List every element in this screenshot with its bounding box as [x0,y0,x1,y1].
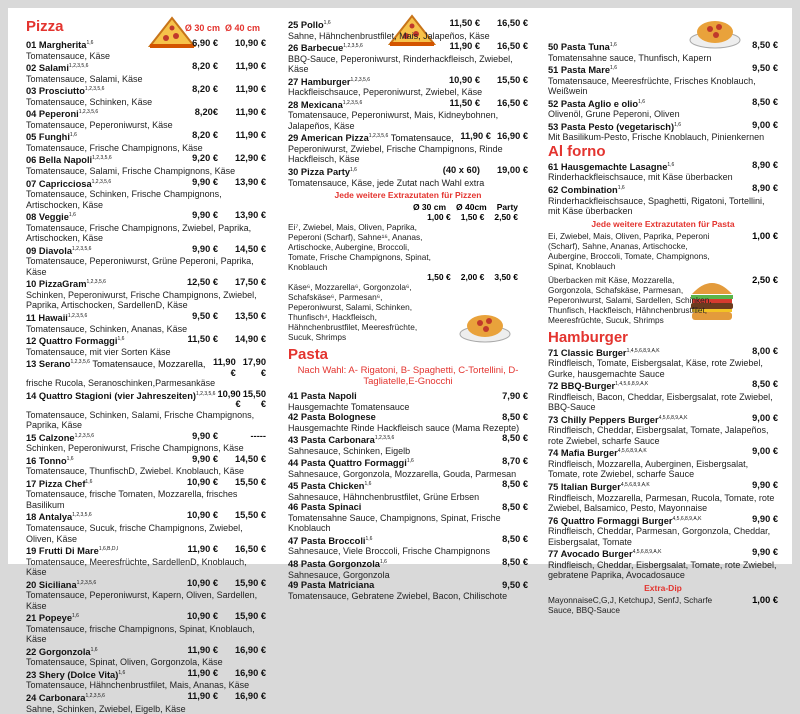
menu-item: 12 Quattro Formaggi$^{1,6}$ 11,50 € 14,90 € Tomatensauce, mit vier Sorten Käse [26,334,266,357]
menu-item: 09 Diavola$^{1,2,3,5,6}$ 9,90 € 14,50 € Tomatensauce, Peperoniwurst, Grüne Peperoni, Paprika, Käse [26,243,266,277]
menu-item: 49 Pasta Matriciana 9,50 € Tomatensauce, Gebratene Zwiebel, Bacon, Chilischote [288,580,528,601]
alforno-title: Al forno [548,142,606,160]
menu-page [8,8,792,714]
menu-item: 53 Pasta Pesto (vegetarisch)$^{1,6}$ 9,00 € Mit Basilikum-Pesto, Frische Knoblauch, Pinienkernen [548,119,778,143]
menu-item: 30 Pizza Party$^{1,6}$ (40 x 60) 19,00 € Tomatensauce, Käse, jede Zutat nach Wahl extra [288,164,528,188]
menu-item: 13 Serano$^{1,2,3,5,6}$ Tomatensauce, Mozzarella, 11,90 € 17,90 € frische Rucola, Seranoschinken,Parmesankäse [26,357,266,389]
pizza-extras-text1: Ei⁷, Zwiebel, Mais, Oliven, Paprika, Peperoni (Scharf), Sahne¹⁶, Ananas, Artischocke, Aubergine, Broccoli, Tomate, Frische Champignons, Spinat, Knoblauch [288,222,431,273]
menu-item: 51 Pasta Mare$^{1,6}$ 9,50 € Tomatensauce, Meeresfrüchte, Frisches Knoblauch, Weißwein [548,63,778,97]
menu-item: 14 Quattro Stagioni (vier Jahreszeiten)$^{1,2,3,5,6}$ 10,90 € 15,50 € Tomatensauce, Schinken, Salami, Frische Champignons, Paprika, Käse [26,388,266,431]
pizza-column [26,18,266,714]
menu-item: 22 Gorgonzola$^{1,6}$ 11,90 € 16,90 € Tomatensauce, Spinat, Oliven, Gorgonzola, Käse [26,644,266,668]
hamburger-title: Hamburger [548,328,629,346]
menu-item: 23 Shery (Dolce Vita)$^{1,6}$ 11,90 € 16,90 € Tomatensauce, Hähnchenbrustfilet, Mais, Ananas, Käse [26,667,266,691]
menu-item: 48 Pasta Gorgonzola$^{1,6}$ 8,50 € Sahnesauce, Gorgonzola [288,556,528,580]
menu-item: 77 Avocado Burger$^{4,5,6,8,9,A,K}$ 9,90 € Rindfleisch, Cheddar, Eisbergsalat, Tomate, rote Zwiebel, gebratene Paprika, Avocadosauce [548,547,778,581]
pizza-extras-prices1: 1,00 € 1,50 € 2,50 € [427,212,518,223]
menu-item: 41 Pasta Napoli 7,90 € Hausgemachte Tomatensauce [288,391,528,412]
menu-item: 05 Funghi$^{1,6}$ 8,20 € 11,90 € Tomatensauce, Frische Champignons, Käse [26,130,266,153]
menu-item: 01 Margherita$^{1,6}$ 6,90 € 10,90 € Tomatensauce, Käse [26,38,266,61]
pasta-extras-row2: Überbacken mit Käse, Mozzarella, Gorgonzola, Schafskäse, Parmesan, Peperoniwurst, Salami, Sardellen, Schinken, Thunfisch, Hackfleisch, Hähnchenbrustfilet, Meeresfrüchte, Sucuk, Shrimps 2,50 € [548,274,778,325]
menu-item: 16 Tonno$^{1,6}$ 9,90 € 14,50 € Tomatensauce, ThunfischD, Zwiebel. Knoblauch, Käse [26,453,266,477]
pizza2-pasta-column [288,18,528,601]
menu-item: 75 Italian Burger$^{4,5,6,8,9,A,K}$ 9,90 € Rindfleisch, Mozzarella, Parmesan, Rucola, Tomate, rote Zwiebel, Balsamico, Pesto, Mayonnaise [548,479,778,514]
menu-item: 27 Hamburger$^{1,2,3,5,6}$ 10,90 € 15,50 € Hackfleischsauce, Peperoniwurst, Zwiebel, Käse [288,74,528,98]
pasta-title: Pasta [288,346,329,364]
menu-item: 62 Combination$^{1,6}$ 8,90 € Rinderhackfleischsauce, Spaghetti, Rigatoni, Tortellini, mit Käse überbacken [548,182,778,217]
menu-item: 73 Chilly Peppers Burger$^{4,5,6,8,9,A,K}$ 9,00 € Rindfleisch, Cheddar, Eisbergsalat, Tomate, Jalapeños, rote Zwiebel, scharfe Sauce [548,412,778,446]
pasta-extras-row1: Ei, Zwiebel, Mais, Oliven, Paprika, Peperoni (Scharf), Sahne, Ananas, Artischocke, Aubergine, Broccoli, Tomate, Champignons, Spinat, Knoblauch 1,00 € [548,230,778,271]
pasta2-list [548,40,778,143]
alforno-list [548,160,778,217]
menu-item: 44 Pasta Quattro Formaggi$^{1,6}$ 8,70 € Sahnesauce, Gorgonzola, Mozzarella, Gouda, Parmesan [288,456,528,479]
menu-item: 76 Quattro Formaggi Burger$^{4,5,6,8,9,A,K}$ 9,90 € Rindfleisch, Cheddar, Parmesan, Gorgonzola, Cheddar, Eisbergsalat, Tomate [548,513,778,547]
pizza2-list [288,18,528,188]
pizza-extras-prices2: 1,50 € 2,00 € 3,50 € [427,272,518,283]
menu-item: 08 Veggie$^{1,6}$ 9,90 € 13,90 € Tomatensauce, Frische Champignons, Zwiebel, Paprika, Artischocken, Käse [26,210,266,244]
burger-list [548,346,778,581]
menu-item: 24 Carbonara$^{1,2,3,5,6}$ 11,90 € 16,90 € Sahne, Schinken, Zwiebel, Eigelb, Käse [26,690,266,714]
menu-item: 50 Pasta Tuna$^{1,6}$ 8,50 € Tomatensahne sauce, Thunfisch, Kapern [548,40,778,63]
pizza-extras-sizes: Ø 30 cm Ø 40cm Party [412,202,518,213]
pasta-extras-title: Jede weitere Extrazutaten für Pasta [591,218,735,229]
menu-item: 02 Salami$^{1,2,3,5,6}$ 8,20 € 11,90 € Tomatensauce, Salami, Käse [26,61,266,84]
menu-item: 52 Pasta Aglio e olio$^{1,6}$ 8,50 € Olivenöl, Grune Peperoni, Oliven [548,96,778,120]
pizza-extras-title: Jede weitere Extrazutaten für Pizzen [334,190,482,201]
menu-item: 20 Siciliana$^{1,2,3,5,6}$ 10,90 € 15,90 € Tomatensauce, Peperoniwurst, Kapern, Oliven, Sardellen, Käse [26,577,266,611]
menu-item: 42 Pasta Bolognese 8,50 € Hausgemachte Rinde Hackfleisch sauce (Mama Rezepte) [288,412,528,433]
menu-item: 28 Mexicana$^{1,2,3,5,6}$ 11,50 € 16,50 € Tomatensauce, Peperoniwurst, Mais, Kidneybohnen, Jalapeños, Käse [288,97,528,131]
menu-item: 11 Hawaii$^{1,2,3,5,6}$ 9,50 € 13,50 € Tomatensauce, Schinken, Ananas, Käse [26,310,266,334]
menu-item: 43 Pasta Carbonara$^{1,2,3,5,6}$ 8,50 € Sahnesauce, Schinken, Eigelb [288,433,528,456]
menu-item: 15 Calzone$^{1,2,3,5,6}$ 9,90 € ----- Schinken, Peperoniwurst, Frische Champignons, Käse [26,430,266,454]
pizza-sizes: Ø 30 cm Ø 40 cm [184,23,260,33]
menu-item: 74 Mafia Burger$^{4,5,6,8,9,A,K}$ 9,00 € Rindfleisch, Mozzarella, Auberginen, Eisbergsalat, Tomate, rote Zwiebel, scharfe Sauce [548,446,778,480]
menu-item: 21 Popeye$^{1,6}$ 10,90 € 15,90 € Tomatensauce, frische Champignons, Spinat, Knoblauch, Käse [26,611,266,645]
menu-item: 18 Antalya$^{1,2,3,5,6}$ 10,90 € 15,50 € Tomatensauce, Sucuk, frische Champignons, Zwiebel, Oliven, Käse [26,510,266,544]
menu-item: 07 Capricciosa$^{1,2,3,5,6}$ 9,90 € 13,90 € Tomatensauce, Schinken, Frische Champignons, Artischocken, Käse [26,176,266,210]
menu-item: 71 Classic Burger$^{1,4,5,6,8,9,A,K}$ 8,00 € Rindfleisch, Tomate, Eisbergsalat, Käse, rote Zwiebel, Gurke, hausgemachte Sauce [548,345,778,379]
pizza-title: Pizza [26,18,64,35]
dip-title: Extra-Dip [644,582,682,593]
menu-item: 45 Pasta Chicken$^{1,6}$ 8,50 € Sahnesauce, Hähnchenbrustfilet, Grüne Erbsen [288,479,528,502]
menu-item: 03 Prosciutto$^{1,2,3,5,6}$ 8,20 € 11,90 € Tomatensauce, Schinken, Käse [26,84,266,107]
pasta-choice: Nach Wahl: A- Rigatoni, B- Spaghetti, C-Tortellini, D-Tagliatelle,E-Gnocchi [297,365,519,388]
menu-item: 25 Pollo$^{1,6}$ 11,50 € 16,50 € Sahne, Hähnchenbrustfilet, Mais, Jalapeños, Käse [288,18,528,41]
menu-item: 19 Frutti Di Mare$^{1,6,B,D,I}$ 11,90 € 16,50 € Tomatensauce, Meeresfrüchte, SardellenD, Knoblauch, Käse [26,544,266,578]
menu-item: 04 Peperoni$^{1,2,3,5,6}$ 8,20€ 11,90 € Tomatensauce, Peperoniwurst, Käse [26,107,266,130]
menu-item: 72 BBQ-Burger$^{1,4,5,6,8,9,A,K}$ 8,50 € Rindfleisch, Bacon, Cheddar, Eisbergsalat, rote Zwiebel, BBQ-Sauce [548,379,778,413]
pasta-alforno-burger-column [548,18,778,615]
menu-item: 06 Bella Napoli$^{1,2,3,5,6}$ 9,20 € 12,90 € Tomatensauce, Salami, Frische Champignons, Käse [26,153,266,177]
pizza-extras-text2: Käse⁶, Mozzarella⁶, Gorgonzola⁶, Schafskäse⁶, Parmesan⁶, Peperoniwurst, Salami, Schinken, Thunfisch⁴, Hackfleisch, Hähnchenbrustfilet, Meeresfrüchte, Sucuk, Shrimps [288,282,418,343]
menu-item: 29 American Pizza$^{1,2,3,5,6}$ Tomatensauce, 11,90 € 16,90 € Peperoniwurst, Zwiebel, Frische Champignons, Rinde Hackfleisch, Käse [288,131,528,165]
menu-item: 17 Pizza Chef$^{1,6}$ 10,90 € 15,50 € Tomatensauce, frische Tomaten, Mozzarella, frisches Basilikum [26,476,266,510]
menu-item: 26 Barbecue$^{1,2,3,5,6}$ 11,90 € 16,50 € BBQ-Sauce, Peperoniwurst, Rinderhackfleisch, Zwiebel, Käse [288,41,528,75]
menu-item: 47 Pasta Broccoli$^{1,6}$ 8,50 € Sahnesauce, Viele Broccoli, Frische Champignons [288,533,528,557]
menu-item: 46 Pasta Spinaci 8,50 € Tomatensahne Sauce, Champignons, Spinat, Frische Knoblauch [288,502,528,534]
dip-row: MayonnaiseC,G,J, KetchupJ, SenfJ, Scharfe Sauce, BBQ-Sauce 1,00 € [548,594,778,615]
pizza-list [26,38,266,714]
menu-item: 61 Hausgemachte Lasagne$^{1,6}$ 8,90 € Rinderhackfleischsauce, mit Käse überbacken [548,159,778,183]
pasta-list [288,391,528,601]
menu-item: 10 PizzaGram$^{1,2,3,5,6}$ 12,50 € 17,50 € Schinken, Peperoniwurst, Frische Champignons, Zwiebel, Paprika, Artischocken, SardellenD, Käse [26,277,266,311]
